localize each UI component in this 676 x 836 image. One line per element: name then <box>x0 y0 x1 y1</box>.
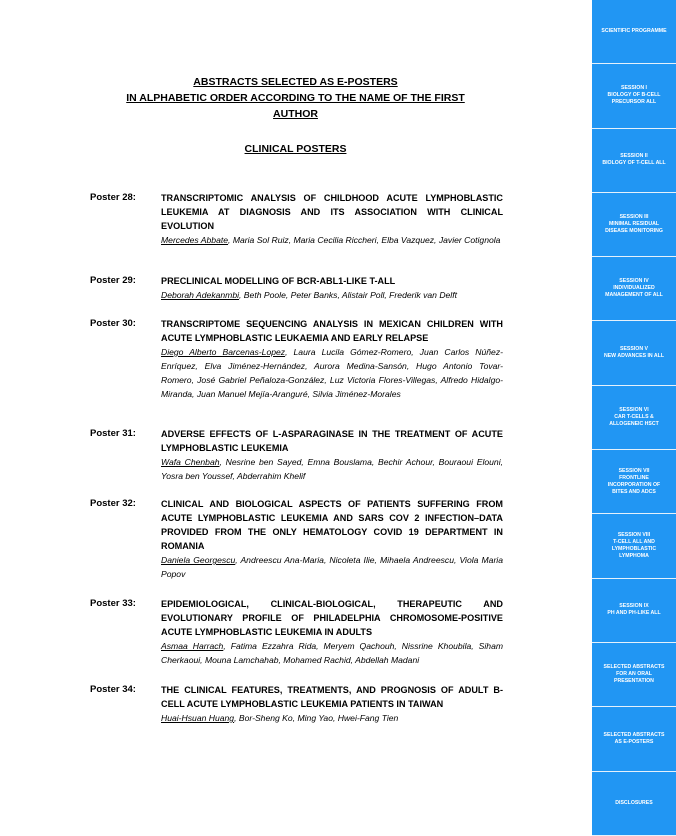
nav-disclosures[interactable]: DISCLOSURES <box>592 772 676 836</box>
nav-selected-e-poster-abstracts[interactable]: SELECTED ABSTRACTS AS E-POSTERS <box>592 707 676 771</box>
poster-number: Poster 33: <box>90 598 136 609</box>
poster-title: TRANSCRIPTOMIC ANALYSIS OF CHILDHOOD ACUTE LYMPHOBLASTIC LEUKEMIA AT DIAGNOSIS AND ITS ASSOCIATION WITH CLINICAL EVOLUTION <box>161 193 503 231</box>
first-author: Wafa Chenbah <box>161 457 220 467</box>
co-authors: , Andreescu Ana-Maria, Nicoleta Ilie, Mihaela Andreescu, Viola Maria Popov <box>161 555 503 579</box>
poster-number: Poster 34: <box>90 684 136 695</box>
first-author: Mercedes Abbate <box>161 235 229 245</box>
first-author: Asmaa Harrach <box>161 641 224 651</box>
poster-title: PRECLINICAL MODELLING OF BCR-ABL1-LIKE T-ALL <box>161 276 396 286</box>
nav-scientific-programme[interactable]: SCIENTIFIC PROGRAMME <box>592 0 676 64</box>
poster-authors <box>161 639 503 667</box>
poster-title: THE CLINICAL FEATURES, TREATMENTS, AND PROGNOSIS OF ADULT B-CELL ACUTE LYMPHOBLASTIC LEUKEMIA PATIENTS IN TAIWAN <box>161 685 503 709</box>
poster-title: CLINICAL AND BIOLOGICAL ASPECTS OF PATIENTS SUFFERING FROM ACUTE LYMPHOBLASTIC LEUKEMIA AND SARS COV 2 INFECTION–DATA PROVIDED FROM THE ONLY HEMATOLOGY COVID 19 DEPARTMENT IN ROMANIA <box>161 499 503 551</box>
title-line-3: AUTHOR <box>273 108 318 120</box>
first-author: Huai-Hsuan Huang <box>161 713 235 723</box>
poster-title: EPIDEMIOLOGICAL, CLINICAL-BIOLOGICAL, THERAPEUTIC AND EVOLUTIONARY PROFILE OF PHILADELPHIA CHROMOSOME-POSITIVE ACUTE LYMPHOBLASTIC LEUKEMIA IN ADULTS <box>161 599 503 637</box>
poster-authors <box>161 553 503 581</box>
sidebar-nav <box>592 0 676 836</box>
title-line-2: IN ALPHABETIC ORDER ACCORDING TO THE NAME OF THE FIRST <box>126 92 465 104</box>
poster-authors <box>161 711 503 725</box>
co-authors: , Laura Lucila Gómez-Romero, Juan Carlos Núñez-Enríquez, Elva Jiménez-Hernández, Aurora Medina-Sansón, Hugo Antonio Tovar-Romero, José Gabriel Peñaloza-González, Luz Victoria Flores-Villegas, Alfredo Hidalgo-Miranda, Juan Manuel Mejía-Aranguré, Silvia Jiménez-Morales <box>161 347 503 399</box>
poster-title: ADVERSE EFFECTS OF L-ASPARAGINASE IN THE TREATMENT OF ACUTE LYMPHOBLASTIC LEUKEMIA <box>161 429 503 453</box>
nav-selected-oral-abstracts[interactable]: SELECTED ABSTRACTS FOR AN ORAL PRESENTATION <box>592 643 676 707</box>
page-title <box>90 74 501 122</box>
section-subtitle: CLINICAL POSTERS <box>244 143 347 155</box>
poster-authors <box>161 345 503 401</box>
poster-number: Poster 29: <box>90 275 136 286</box>
poster-authors <box>161 288 503 302</box>
nav-session-7[interactable]: SESSION VII FRONTLINE INCORPORATION OF BITES AND ADCS <box>592 450 676 514</box>
nav-session-5[interactable]: SESSION V NEW ADVANCES IN ALL <box>592 321 676 385</box>
nav-session-4[interactable]: SESSION IV INDIVIDUALIZED MANAGEMENT OF ALL <box>592 257 676 321</box>
nav-session-8[interactable]: SESSION VIII T-CELL ALL AND LYMPHOBLASTIC LYMPHOMA <box>592 514 676 578</box>
first-author: Deborah Adekanmbi <box>161 290 240 300</box>
poster-title: TRANSCRIPTOME SEQUENCING ANALYSIS IN MEXICAN CHILDREN WITH ACUTE LYMPHOBLASTIC LEUKAEMIA AND EARLY RELAPSE <box>161 319 503 343</box>
co-authors: , Beth Poole, Peter Banks, Alistair Poll, Frederik van Delft <box>239 290 457 300</box>
title-line-1: ABSTRACTS SELECTED AS E-POSTERS <box>193 76 398 88</box>
poster-number: Poster 31: <box>90 428 136 439</box>
nav-session-6[interactable]: SESSION VI CAR T-CELLS & ALLOGENEIC HSCT <box>592 386 676 450</box>
nav-session-1[interactable]: SESSION I BIOLOGY OF B-CELL PRECURSOR ALL <box>592 64 676 128</box>
co-authors: , Bor-Sheng Ko, Ming Yao, Hwei-Fang Tien <box>234 713 399 723</box>
poster-number: Poster 30: <box>90 318 136 329</box>
poster-authors <box>161 233 503 247</box>
poster-authors <box>161 455 503 483</box>
poster-number: Poster 32: <box>90 498 136 509</box>
first-author: Daniela Georgescu <box>161 555 236 565</box>
co-authors: , Maria Sol Ruiz, Maria Cecilia Riccheri, Elba Vazquez, Javier Cotignola <box>228 235 501 245</box>
first-author: Diego Alberto Barcenas-Lopez <box>161 347 286 357</box>
nav-session-2[interactable]: SESSION II BIOLOGY OF T-CELL ALL <box>592 129 676 193</box>
nav-session-3[interactable]: SESSION III MINIMAL RESIDUAL DISEASE MONITORING <box>592 193 676 257</box>
nav-session-9[interactable]: SESSION IX PH AND PH-LIKE ALL <box>592 579 676 643</box>
co-authors: , Nesrine ben Sayed, Emna Bouslama, Bechir Achour, Bouraoui Elouni, Yosra ben Youssef, Abderrahim Khelif <box>161 457 503 481</box>
poster-number: Poster 28: <box>90 192 136 203</box>
co-authors: , Fatima Ezzahra Rida, Meryem Qachouh, Nissrine Khoubila, Siham Cherkaoui, Mouna Lamchahab, Mohamed Rachid, Abdellah Madani <box>161 641 504 665</box>
